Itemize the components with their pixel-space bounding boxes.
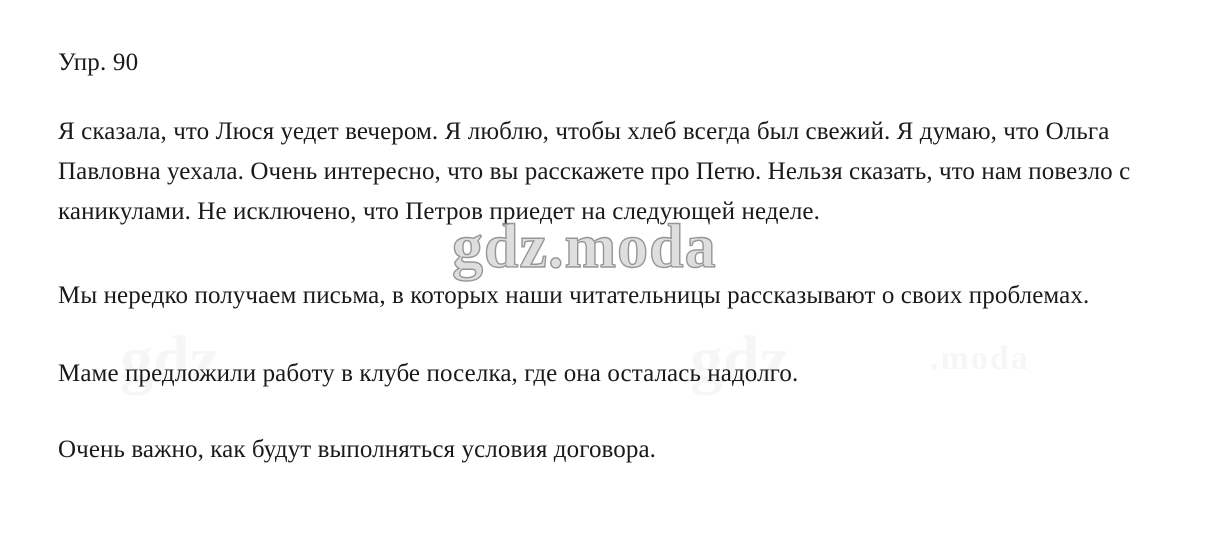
exercise-title: Упр. 90 xyxy=(58,49,139,76)
paragraph-4: Очень важно, как будут выполняться условия договора. xyxy=(58,436,657,463)
paragraph-3: Маме предложили работу в клубе поселка, где она осталась надолго. xyxy=(58,360,799,387)
paragraph-1: Я сказала, что Люся уедет вечером. Я люблю, чтобы хлеб всегда был свежий. Я думаю, что Ольга Павловна уехала. Очень интересно, что вы расскажете про Петю. Нельзя сказать, что нам повезло с каникулами. Не исключено, что Петров приедет на следующей неделе. xyxy=(58,118,1131,225)
paragraph-2: Мы нередко получаем письма, в которых наши читательницы рассказывают о своих проблемах. xyxy=(58,282,1090,309)
site-watermark: gdz.moda xyxy=(452,213,717,281)
